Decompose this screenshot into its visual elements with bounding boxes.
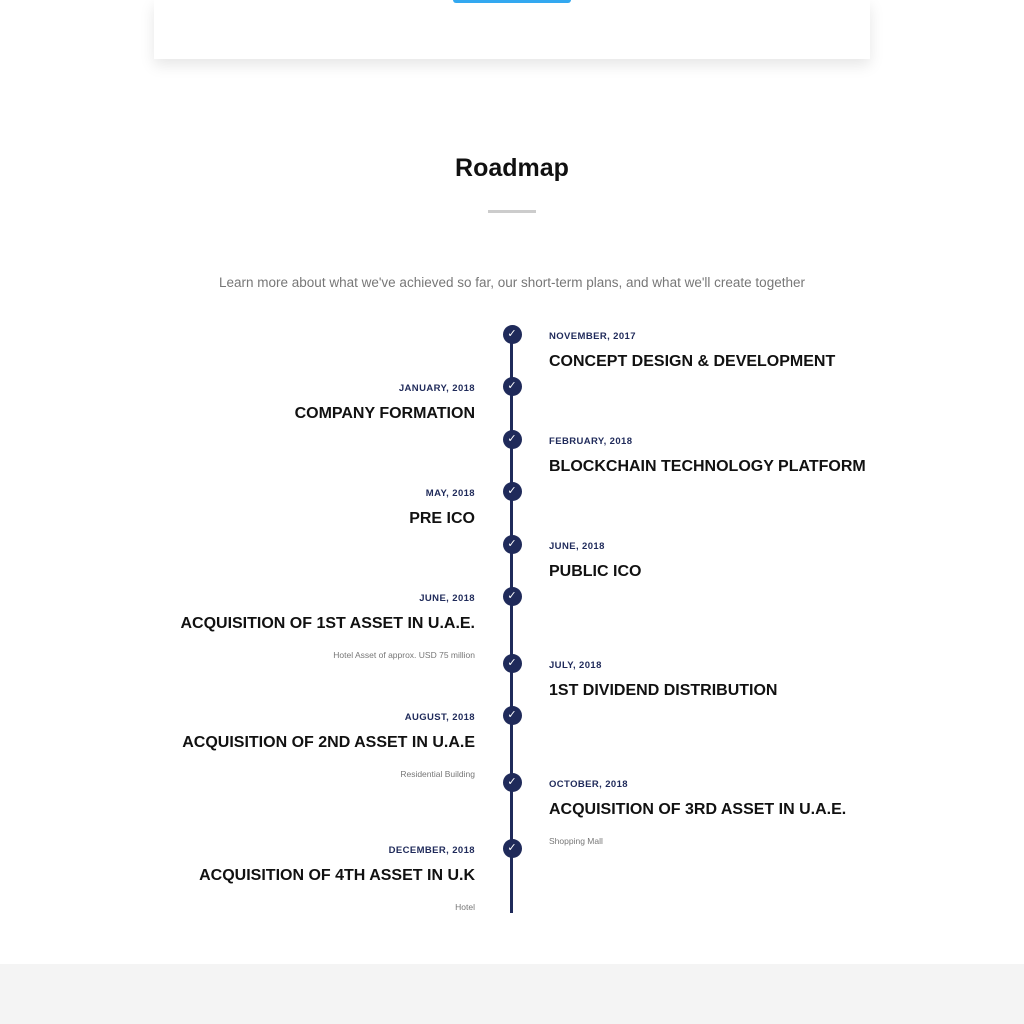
top-card (154, 0, 870, 59)
milestone-item (155, 712, 475, 780)
footer-band (0, 964, 1024, 1024)
milestone-date: JULY, 2018 (549, 660, 602, 671)
milestone-item (549, 541, 869, 582)
milestone-title: ACQUISITION OF 1ST ASSET IN U.A.E. (180, 615, 475, 632)
milestone-title: COMPANY FORMATION (294, 405, 475, 422)
milestone-item (549, 779, 869, 847)
milestone-title: ACQUISITION OF 3RD ASSET IN U.A.E. (549, 801, 847, 818)
milestone-item (549, 660, 869, 701)
milestone-title: ACQUISITION OF 4TH ASSET IN U.K (199, 867, 475, 884)
milestone-title: PRE ICO (409, 510, 475, 527)
milestone-date: AUGUST, 2018 (404, 712, 475, 723)
check-icon: ✓ (503, 706, 522, 725)
milestone-date: FEBRUARY, 2018 (549, 436, 633, 447)
top-card-button[interactable] (453, 0, 571, 3)
milestone-item (155, 383, 475, 424)
milestone-note: Residential Building (400, 769, 475, 779)
milestone-date: OCTOBER, 2018 (549, 779, 628, 790)
milestone-date: JUNE, 2018 (549, 541, 605, 552)
check-icon: ✓ (503, 839, 522, 858)
milestone-item (155, 593, 475, 661)
milestone-note: Hotel Asset of approx. USD 75 million (333, 650, 475, 660)
check-icon: ✓ (503, 377, 522, 396)
milestone-date: JUNE, 2018 (419, 593, 475, 604)
check-icon: ✓ (503, 654, 522, 673)
check-icon: ✓ (503, 535, 522, 554)
milestone-date: DECEMBER, 2018 (388, 845, 475, 856)
title-divider (488, 210, 536, 213)
milestone-title: PUBLIC ICO (549, 563, 642, 580)
milestone-date: MAY, 2018 (425, 488, 475, 499)
milestone-title: 1ST DIVIDEND DISTRIBUTION (549, 682, 778, 699)
milestone-item (155, 845, 475, 913)
milestone-title: ACQUISITION OF 2ND ASSET IN U.A.E (182, 734, 475, 751)
milestone-note: Shopping Mall (549, 836, 603, 846)
timeline-line (510, 334, 513, 913)
milestone-date: JANUARY, 2018 (398, 383, 475, 394)
check-icon: ✓ (503, 587, 522, 606)
check-icon: ✓ (503, 773, 522, 792)
section-title: Roadmap (455, 154, 569, 182)
check-icon: ✓ (503, 325, 522, 344)
milestone-item (549, 331, 869, 372)
milestone-note: Hotel (455, 902, 475, 912)
section-subtitle: Learn more about what we've achieved so far, our short-term plans, and what we'll create together (219, 275, 805, 290)
check-icon: ✓ (503, 482, 522, 501)
milestone-title: CONCEPT DESIGN & DEVELOPMENT (549, 353, 836, 370)
milestone-title: BLOCKCHAIN TECHNOLOGY PLATFORM (549, 458, 866, 475)
milestone-date: NOVEMBER, 2017 (549, 331, 636, 342)
milestone-item (549, 436, 869, 477)
check-icon: ✓ (503, 430, 522, 449)
milestone-item (155, 488, 475, 529)
